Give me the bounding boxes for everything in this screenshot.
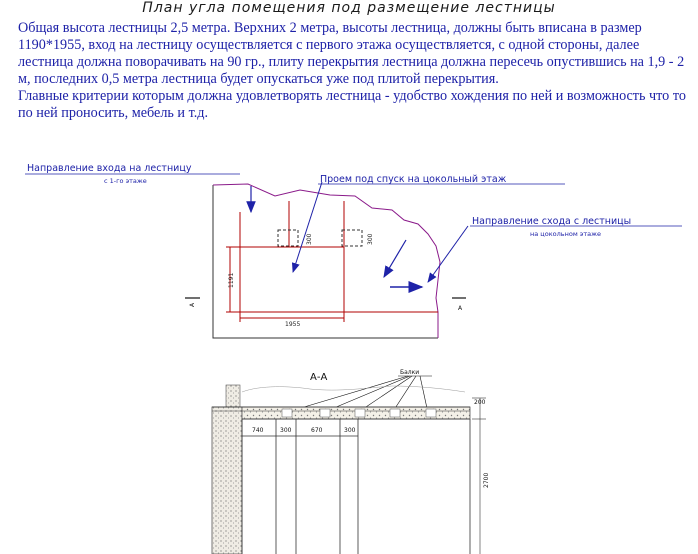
description-paragraph-2: Главные критерии которым должна удовлетворять лестница - удобство хождения по ней и возможность что то по ней проносить, мебель и т.д. [18,88,686,121]
section-beams-label: Балки [400,369,420,376]
plan-dim-height: 1191 [228,272,235,288]
section-mark-left: А [189,302,196,307]
section-label: А-А [310,372,328,383]
section-mark-right: А [458,305,463,312]
plan-dim-width: 1955 [285,321,301,328]
section-dim-200: 200 [474,399,486,406]
section-dim-300a: 300 [280,427,292,434]
plan-entry-direction: Направление входа на лестницу [27,163,192,174]
drawing-title: План угла помещения под размещение лестницы [142,0,556,16]
section-dim-740: 740 [252,427,264,434]
plan-dim-small-2: 300 [367,233,374,245]
opening-boundary [213,184,440,338]
plan-exit-sub: на цокольном этаже [530,230,601,238]
section-dim-300b: 300 [344,427,356,434]
description-paragraph-1: Общая высота лестницы 2,5 метра. Верхних 2 метра, высоты лестница, должны быть вписана в размер 1190*1955, вход на лестницу осуществляется с первого этажа осуществляется, с одной стороны, далее лестница должна поворачивать на 90 гр., плиту перекрытия лестница должна пересечь опустившись на 1,9 - 2 м, последних 0,5 метра лестница будет опускаться уже под плитой перекрытия. [18,20,685,87]
section-view [212,369,490,554]
section-dim-height: 2700 [483,472,490,488]
plan-view [25,163,682,338]
plan-entry-sub: с 1-го этаже [104,177,147,185]
plan-opening-label: Проем под спуск на цокольный этаж [320,174,507,185]
plan-exit-direction: Направление схода с лестницы [472,216,632,227]
plan-dim-small-1: 300 [306,233,313,245]
section-dim-670: 670 [311,427,323,434]
